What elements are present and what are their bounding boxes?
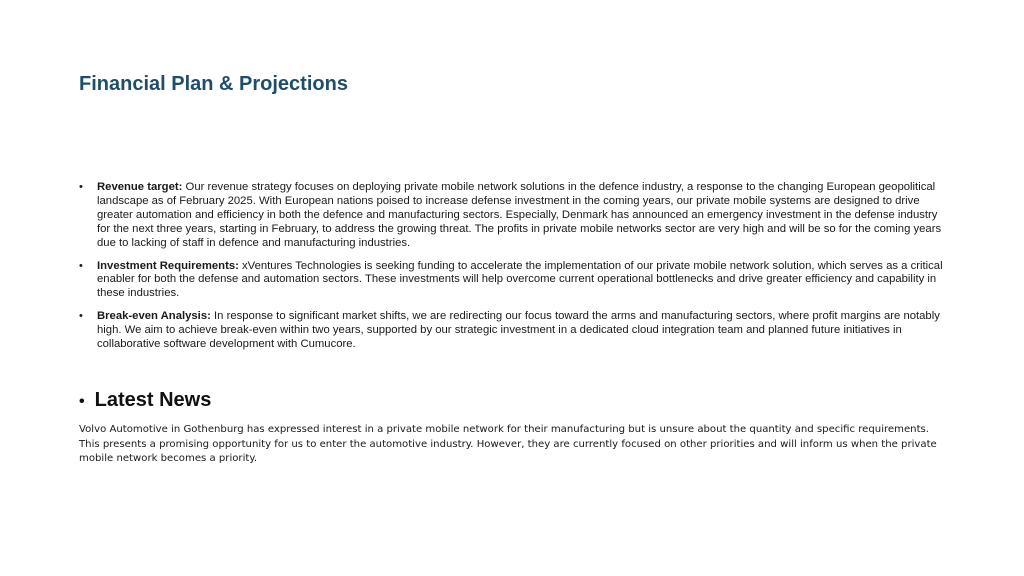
bullet-label: Revenue target: — [97, 181, 183, 193]
bullet-dot-icon: • — [79, 310, 83, 323]
bullet-text: Our revenue strategy focuses on deploying private mobile network solutions in the defence industry, a response to the changing European geopolitical landscape as of February 2025. With European nations poised to increase defense investment in the coming years, our private mobile systems are designed to drive greater automation and efficiency in both the defence and manufacturing sectors. Especially, Denmark has announced an emergency investment in the defense industry for the next three years, starting in February, to address the growing threat. The profits in private mobile networks sector are very high and will be so for the coming years due to lacking of staff in defence and manufacturing industries. — [97, 181, 942, 249]
bullet-label: Break-even Analysis: — [97, 310, 211, 323]
slide-title: Financial Plan & Projections — [79, 73, 348, 95]
bullet-investment-requirements — [79, 260, 949, 302]
bullet-text: In response to significant market shifts, we are redirecting our focus toward the arms and manufacturing sectors, where profit margins are notably high. We aim to achieve break-even within two years, supported by our strategic investment in a dedicated cloud integration team and planned future initiatives in collaborative software development with Cumucore. — [97, 310, 940, 351]
bullet-dot-icon: • — [79, 393, 85, 410]
bullet-dot-icon: • — [79, 259, 83, 272]
bullet-text: xVentures Technologies is seeking funding to accelerate the implementation of our private mobile network solution, which serves as a critical enabler for both the defense and automation sectors. These investments will help overcome current operational bottlenecks and drive greater efficiency and capability in these industries. — [97, 259, 943, 300]
latest-news-heading — [79, 389, 211, 412]
latest-news-body: Volvo Automotive in Gothenburg has expressed interest in a private mobile network for their manufacturing but is unsure about the quantity and specific requirements. This presents a promising opportunity for us to enter the automotive industry. However, they are currently focused on other priorities and will inform us when the private mobile network becomes a priority. — [79, 424, 937, 465]
bullet-break-even-analysis — [79, 310, 949, 352]
bullet-list — [79, 181, 949, 361]
bullet-revenue-target — [79, 181, 949, 251]
bullet-dot-icon: • — [79, 181, 83, 193]
bullet-label: Investment Requirements: — [97, 259, 239, 272]
latest-news-title: Latest News — [94, 389, 212, 411]
